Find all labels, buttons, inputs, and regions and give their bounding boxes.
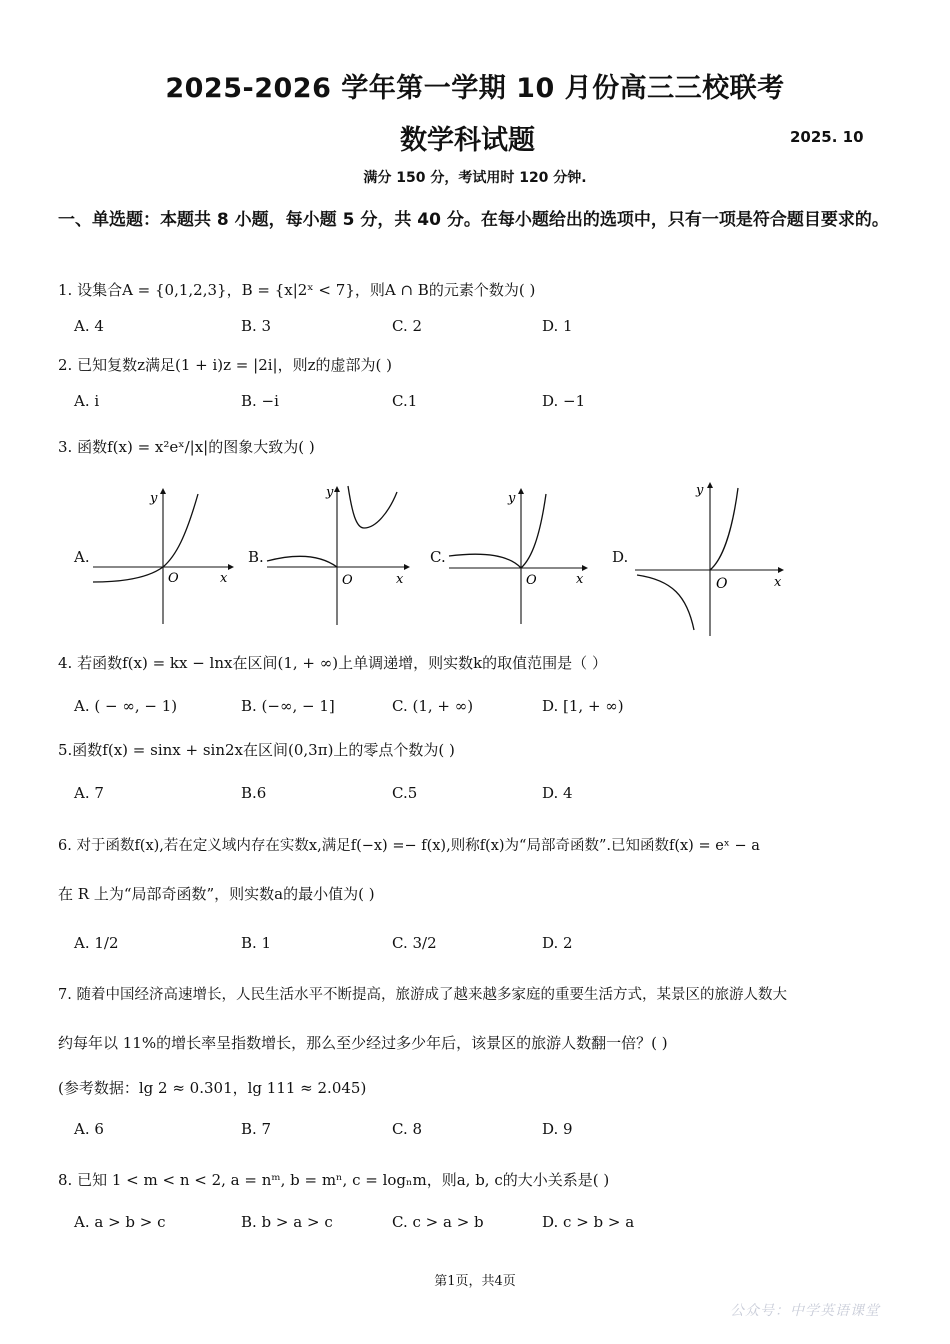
question-7-stem: 7. 随着中国经济高速增长，人民生活水平不断提高，旅游成了越来越多家庭的重要生活方式，某景区的旅游人数大 [58, 987, 787, 1003]
q6-option-a: A. 1/2 [74, 934, 119, 952]
q6-option-c: C. 3/2 [392, 934, 437, 952]
q3-option-a: A. [74, 548, 90, 566]
exam-info: 满分 150 分，考试用时 120 分钟. [363, 170, 587, 186]
q7-option-c: C. 8 [392, 1120, 423, 1138]
q8-option-c: C. c > a > b [392, 1213, 484, 1231]
question-3-stem: 3. 函数f(x) = x²eˣ/|x|的图象大致为( ) [58, 438, 315, 456]
q3-c-y-label: y [508, 491, 516, 506]
question-6-stem: 6. 对于函数f(x),若在定义域内存在实数x,满足f(−x) =− f(x),则称f(x)为“局部奇函数”.已知函数f(x) = eˣ − a [58, 838, 760, 854]
q3-b-x-label: x [396, 572, 404, 587]
q5-option-d: D. 4 [542, 784, 573, 802]
q3-option-c: C. [430, 548, 446, 566]
q3-a-y-label: y [150, 491, 158, 506]
question-6-stem-line2: 在 R 上为“局部奇函数”，则实数a的最小值为( ) [58, 885, 375, 903]
q3-d-origin-label: O [716, 576, 728, 592]
q3-b-origin-label: O [342, 573, 353, 588]
q3-a-origin-label: O [168, 571, 179, 586]
question-7-stem-line2: 约每年以 11%的增长率呈指数增长，那么至少经过多少年后，该景区的旅游人数翻一倍？( ) [58, 1034, 668, 1052]
section-heading: 一、单选题：本题共 8 小题，每小题 5 分，共 40 分。在每小题给出的选项中，只有一项是符合题目要求的。 [58, 210, 889, 230]
q3-c-origin-label: O [526, 573, 537, 588]
q4-option-d: D. [1, + ∞) [542, 697, 624, 715]
q5-option-c: C.5 [392, 784, 418, 802]
q2-option-c: C.1 [392, 392, 418, 410]
q1-option-c: C. 2 [392, 317, 423, 335]
exam-title: 2025-2026 学年第一学期 10 月份高三三校联考 [165, 73, 785, 104]
question-1-stem: 1. 设集合A = {0,1,2,3}，B = {x|2ˣ < 7}，则A ∩ B的元素个数为( ) [58, 281, 536, 299]
question-4-stem: 4. 若函数f(x) = kx − lnx在区间(1, + ∞)上单调递增，则实数k的取值范围是（ ） [58, 654, 607, 672]
watermark: 公众号：中学英语课堂 [730, 1303, 880, 1319]
q3-b-y-label: y [326, 485, 334, 500]
q7-option-d: D. 9 [542, 1120, 573, 1138]
q4-option-b: B. (−∞, − 1] [241, 697, 335, 715]
q5-option-b: B.6 [241, 784, 267, 802]
q3-graph-d [632, 478, 792, 638]
q1-option-a: A. 4 [74, 317, 104, 335]
q3-graph-b [264, 482, 414, 626]
q3-d-y-label: y [696, 483, 704, 498]
q4-option-a: A. ( − ∞, − 1) [74, 697, 178, 715]
q7-option-a: A. 6 [74, 1120, 104, 1138]
q2-option-d: D. −1 [542, 392, 586, 410]
q3-c-x-label: x [576, 572, 584, 587]
q3-d-x-label: x [774, 575, 782, 590]
q2-option-a: A. i [74, 392, 100, 410]
q6-option-b: B. 1 [241, 934, 272, 952]
q8-option-a: A. a > b > c [74, 1213, 166, 1231]
q3-option-d: D. [612, 548, 629, 566]
q3-graph-c [446, 486, 596, 626]
exam-date: 2025. 10 [790, 128, 864, 146]
question-8-stem: 8. 已知 1 < m < n < 2, a = nᵐ, b = mⁿ, c = logₙm，则a, b, c的大小关系是( ) [58, 1171, 610, 1189]
page-footer: 第1页，共4页 [434, 1274, 516, 1289]
q2-option-b: B. −i [241, 392, 279, 410]
q1-option-d: D. 1 [542, 317, 573, 335]
q8-option-d: D. c > b > a [542, 1213, 635, 1231]
q7-option-b: B. 7 [241, 1120, 272, 1138]
q5-option-a: A. 7 [74, 784, 104, 802]
q3-option-b: B. [248, 548, 264, 566]
q1-option-b: B. 3 [241, 317, 272, 335]
q3-a-x-label: x [220, 571, 228, 586]
subject-title: 数学科试题 [400, 125, 535, 156]
question-2-stem: 2. 已知复数z满足(1 + i)z = |2i|，则z的虚部为( ) [58, 356, 392, 374]
q8-option-b: B. b > a > c [241, 1213, 333, 1231]
q4-option-c: C. (1, + ∞) [392, 697, 474, 715]
q6-option-d: D. 2 [542, 934, 573, 952]
question-5-stem: 5.函数f(x) = sinx + sin2x在区间(0,3π)上的零点个数为( ) [58, 741, 455, 759]
q3-graph-a [88, 486, 238, 626]
question-7-reference: (参考数据：lg 2 ≈ 0.301，lg 111 ≈ 2.045) [58, 1079, 367, 1097]
